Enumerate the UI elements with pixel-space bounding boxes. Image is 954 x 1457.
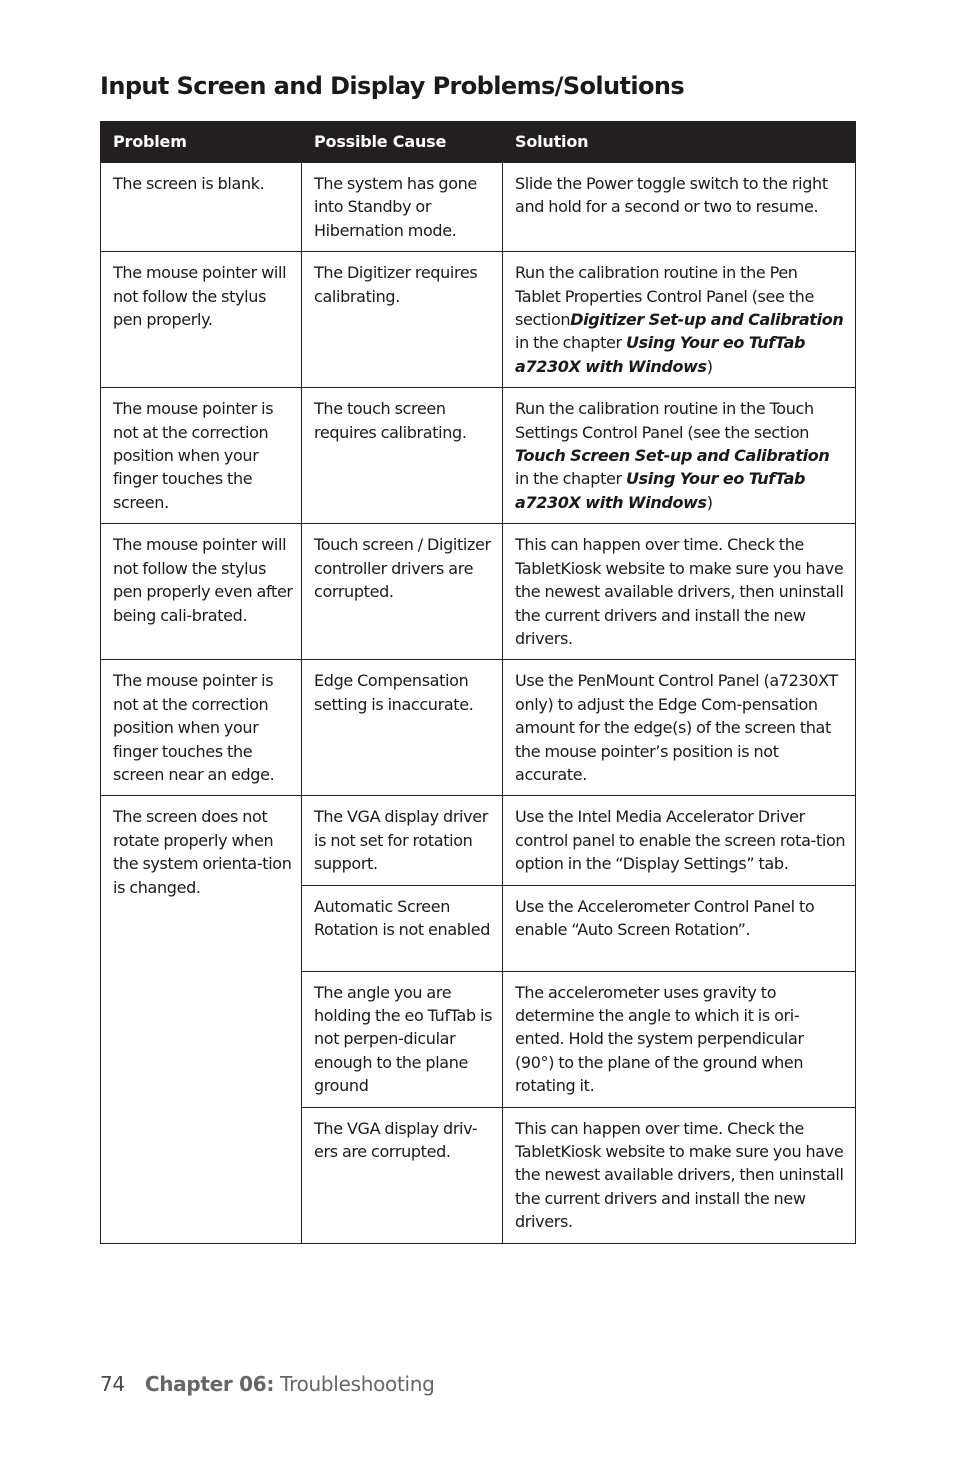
cause-cell: Automatic Screen Rotation is not enabled	[302, 885, 503, 971]
solution-cell: Use the Accelerometer Control Panel to enable “Auto Screen Rotation”.	[503, 885, 856, 971]
problem-cell: The mouse pointer is not at the correction position when your finger touches the screen near an edge.	[101, 660, 302, 796]
solution-text: in the chapter	[515, 333, 626, 353]
solution-cell: The accelerometer uses gravity to determine the angle to which it is ori-ented. Hold the system perpendicular (90°) to the plane of the ground when rotating it.	[503, 971, 856, 1107]
cause-cell: The VGA display driver is not set for rotation support.	[302, 796, 503, 885]
header-solution: Solution	[503, 122, 856, 163]
cause-cell: The touch screen requires calibrating.	[302, 388, 503, 524]
solution-cell: This can happen over time. Check the TabletKiosk website to make sure you have the newest available drivers, then uninstall the current drivers and install the new drivers.	[503, 1107, 856, 1243]
table-row	[101, 163, 856, 252]
header-possible-cause: Possible Cause	[302, 122, 503, 163]
solution-cell	[503, 388, 856, 524]
cause-cell: The VGA display driv-ers are corrupted.	[302, 1107, 503, 1243]
cause-cell: Touch screen / Digitizer controller drivers are corrupted.	[302, 524, 503, 660]
page-title: Input Screen and Display Problems/Solutions	[100, 72, 685, 100]
table-row	[101, 388, 856, 524]
problem-cell: The mouse pointer will not follow the stylus pen properly even after being cali-brated.	[101, 524, 302, 660]
section-reference: Touch Screen Set-up and Calibration	[515, 446, 830, 466]
page-number: 74	[100, 1372, 125, 1396]
section-name: Troubleshooting	[280, 1372, 435, 1396]
section-reference: Digitizer Set-up and Calibration	[570, 310, 844, 330]
page-footer	[100, 1370, 435, 1398]
table-header-row	[101, 122, 856, 163]
solution-text: )	[706, 356, 713, 376]
problem-cell: The screen does not rotate properly when the system orienta-tion is changed.	[101, 796, 302, 1243]
solution-text: in the chapter	[515, 469, 626, 489]
solution-cell	[503, 252, 856, 388]
cause-cell: The Digitizer requires calibrating.	[302, 252, 503, 388]
table-row	[101, 660, 856, 796]
problem-cell: The mouse pointer will not follow the stylus pen properly.	[101, 252, 302, 388]
problem-cell: The mouse pointer is not at the correction position when your finger touches the screen.	[101, 388, 302, 524]
problems-solutions-table	[100, 121, 856, 1244]
table-row	[101, 252, 856, 388]
problem-cell: The screen is blank.	[101, 163, 302, 252]
cause-cell: The system has gone into Standby or Hibernation mode.	[302, 163, 503, 252]
table-row	[101, 524, 856, 660]
solution-cell: Use the PenMount Control Panel (a7230XT only) to adjust the Edge Com-pensation amount for the edge(s) of the screen that the mouse pointer’s position is not accurate.	[503, 660, 856, 796]
chapter-reference: Using Your eo TufTab a7230X with Windows	[515, 469, 806, 512]
cause-cell: Edge Compensation setting is inaccurate.	[302, 660, 503, 796]
solution-text: )	[706, 492, 713, 512]
solution-text: Run the calibration routine in the Touch Settings Control Panel (see the section	[515, 399, 814, 442]
solution-cell: Slide the Power toggle switch to the right and hold for a second or two to resume.	[503, 163, 856, 252]
table-row	[101, 796, 856, 885]
solution-cell: This can happen over time. Check the TabletKiosk website to make sure you have the newest available drivers, then uninstall the current drivers and install the new drivers.	[503, 524, 856, 660]
solution-cell: Use the Intel Media Accelerator Driver control panel to enable the screen rota-tion option in the “Display Settings” tab.	[503, 796, 856, 885]
chapter-reference: Using Your eo TufTab a7230X with Windows	[515, 333, 806, 376]
cause-cell: The angle you are holding the eo TufTab is not perpen-dicular enough to the plane ground	[302, 971, 503, 1107]
solution-text: Run the calibration routine in the Pen Tablet Properties Control Panel (see the section	[515, 263, 814, 330]
chapter-label: Chapter 06:	[144, 1372, 275, 1396]
header-problem: Problem	[101, 122, 302, 163]
